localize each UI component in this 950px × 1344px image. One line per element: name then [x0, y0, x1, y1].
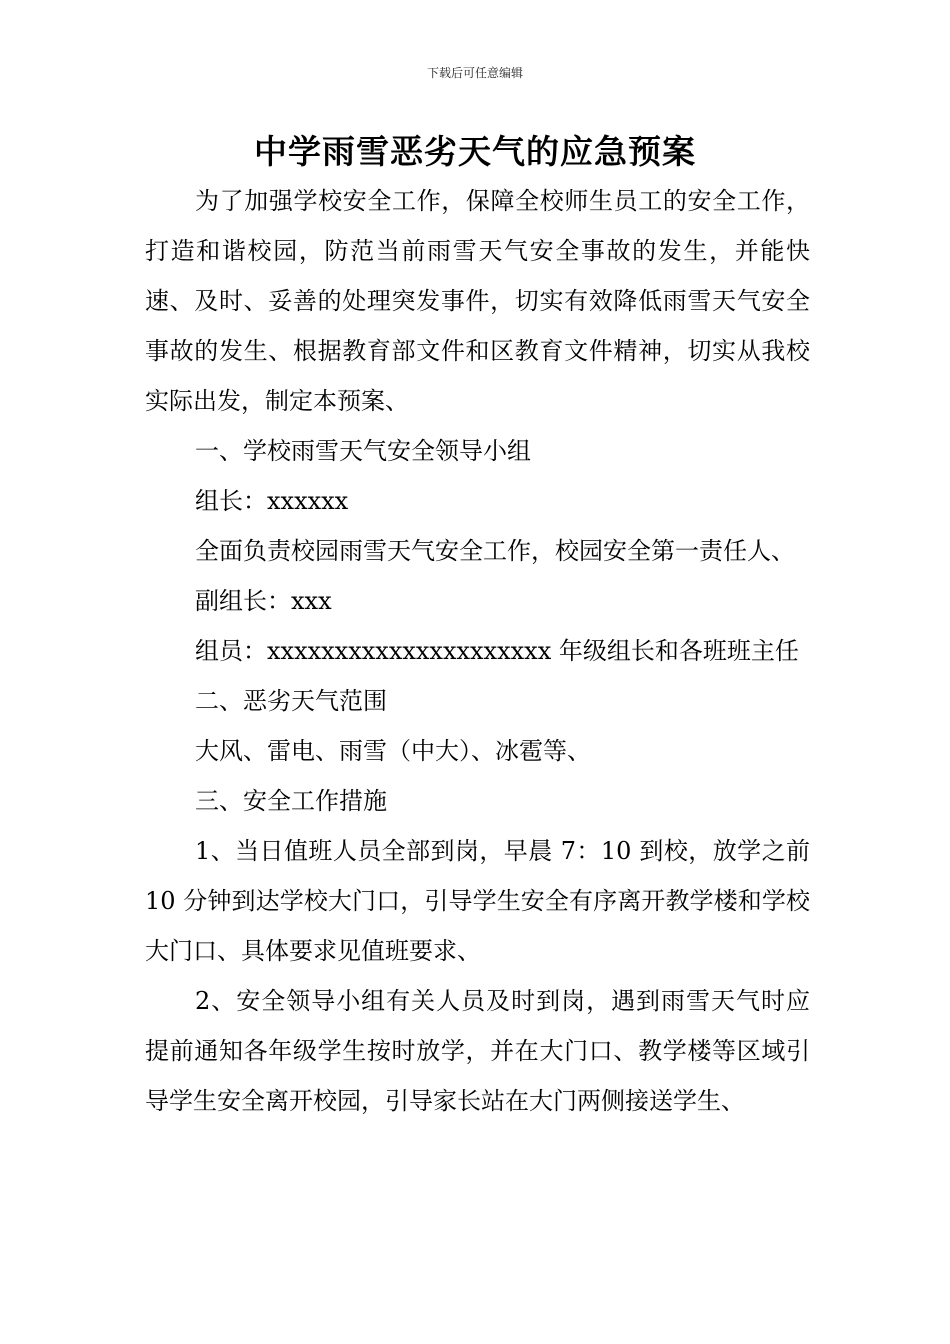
section-heading-3: 三、安全工作措施 — [195, 787, 387, 815]
intro-paragraph: 为了加强学校安全工作，保障全校师生员工的安全工作，打造和谐校园，防范当前雨雪天气安全事故的发生，并能快速、及时、妥善的处理突发事件，切实有效降低雨雪天气安全事故的发生、根据教育部文件和区教育文件精神，切实从我校实际出发，制定本预案、 — [145, 187, 810, 415]
document-title: 中学雨雪恶劣天气的应急预案 — [254, 132, 696, 171]
leader-line: 组长：xxxxxx — [195, 487, 349, 515]
leader-duty-paragraph: 全面负责校园雨雪天气安全工作，校园安全第一责任人、 — [195, 537, 795, 565]
measure-1-paragraph: 1、当日值班人员全部到岗，早晨 7：10 到校，放学之前 10 分钟到达学校大门口，引导学生安全有序离开教学楼和学校大门口、具体要求见值班要求、 — [145, 837, 810, 965]
document-body — [145, 176, 810, 1126]
measure-2-paragraph: 2、安全领导小组有关人员及时到岗，遇到雨雪天气时应提前通知各年级学生按时放学，并在大门口、教学楼等区域引导学生安全离开校园，引导家长站在大门两侧接送学生、 — [145, 987, 810, 1115]
members-line: 组员：xxxxxxxxxxxxxxxxxxxxx 年级组长和各班班主任 — [195, 637, 799, 665]
deputy-line: 副组长：xxx — [195, 587, 332, 615]
weather-range-line: 大风、雷电、雨雪（中大）、冰雹等、 — [195, 737, 591, 765]
section-heading-2: 二、恶劣天气范围 — [195, 687, 387, 715]
header-note: 下载后可任意编辑 — [426, 66, 523, 80]
section-heading-1: 一、学校雨雪天气安全领导小组 — [195, 437, 531, 465]
